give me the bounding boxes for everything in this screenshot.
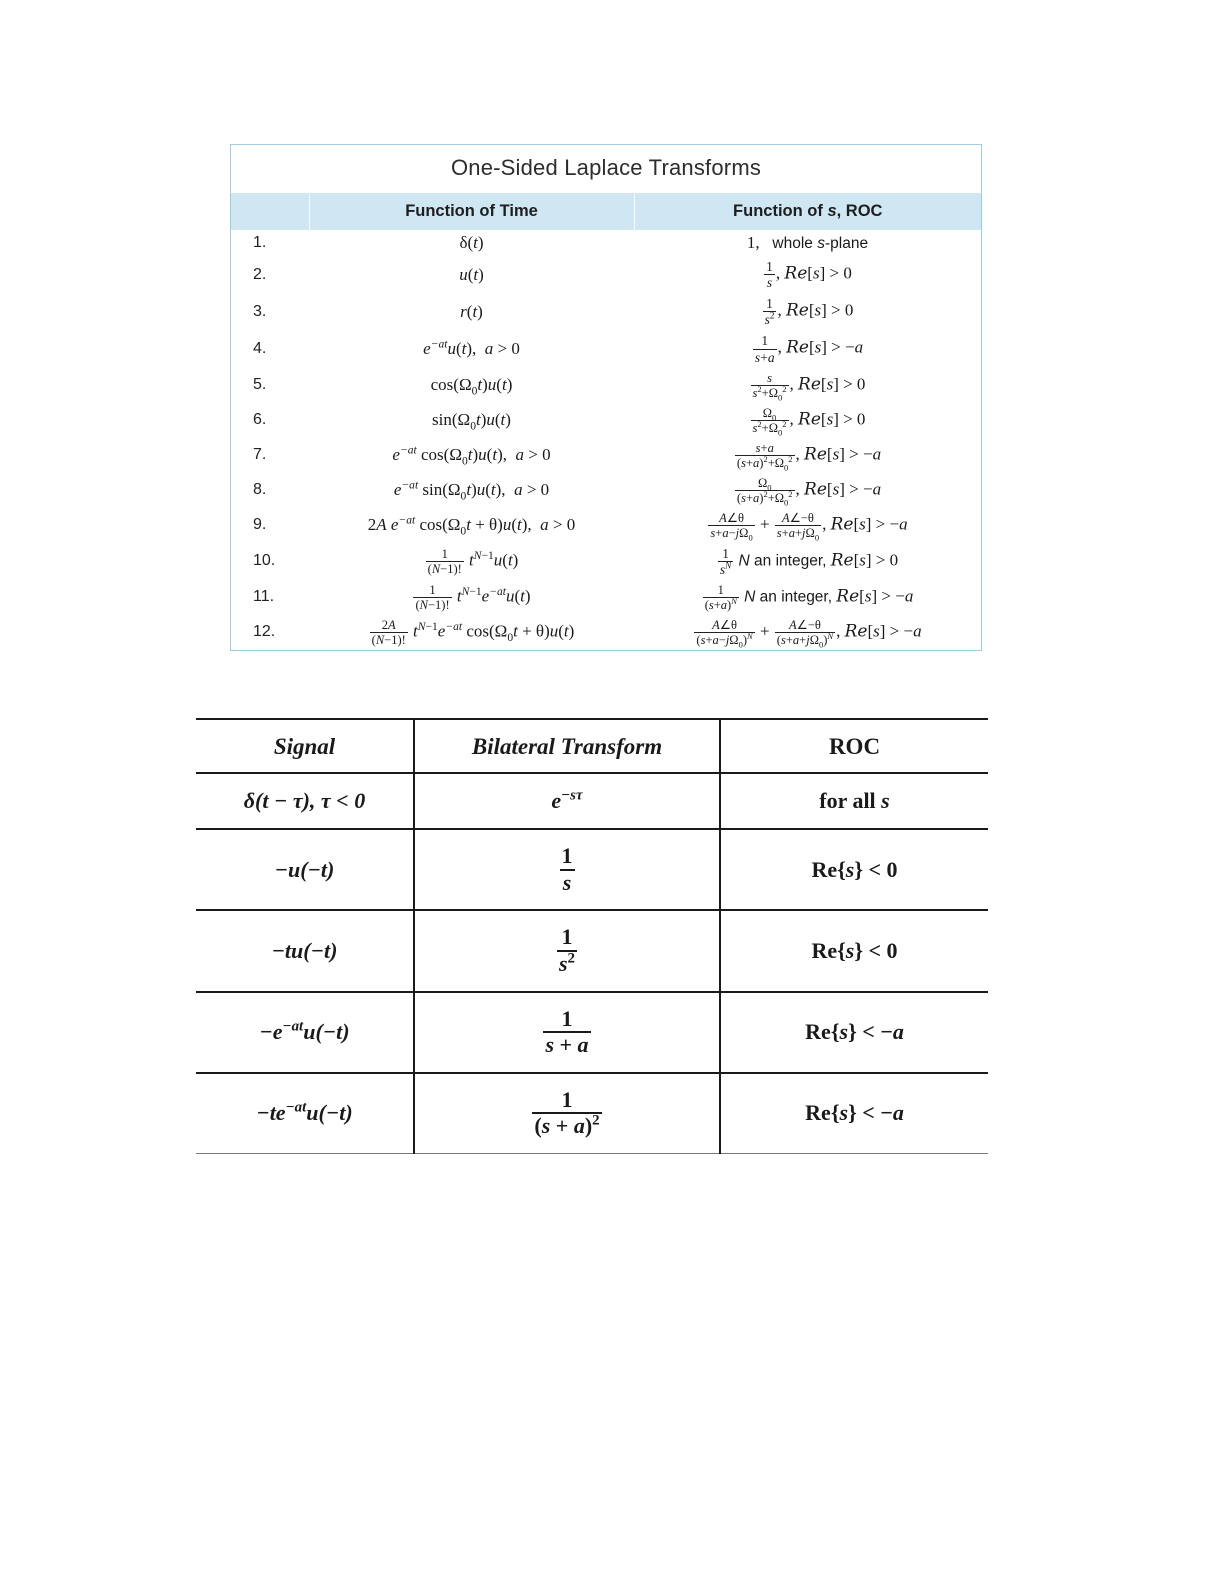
row-number: 3. (253, 302, 267, 320)
row-s-expression: $\frac{1}{s^N}$ N an integer, Re[s] > 0 (719, 545, 899, 577)
row-number: 1. (253, 234, 267, 251)
table-row (231, 473, 981, 508)
table1-header-function-of-s: Function of s, ROC (634, 193, 981, 230)
table-row (196, 829, 988, 910)
table-row (231, 508, 981, 543)
signal-expression: $-e^{-at}u(-t)$ (196, 992, 414, 1073)
table1-grid (231, 193, 981, 650)
row-s-expression: $\frac{\Omega_0}{s^2+\Omega_0^2}$ , Re[s] > 0 (752, 405, 866, 438)
transform-expression: $\frac{1}{s^2}$ (414, 910, 720, 991)
roc-expression: for all s (720, 773, 988, 829)
table2-grid (196, 718, 988, 1154)
roc-expression: Re{s} < 0 (720, 910, 988, 991)
table-row (196, 1073, 988, 1154)
row-s-expression: $\frac{s+a}{(s+a)^2+\Omega_0^2}$ , Re[s] > −a (736, 440, 882, 473)
row-number: 12. (253, 623, 276, 641)
roc-expression: Re{s} < 0 (720, 829, 988, 910)
row-number: 5. (253, 376, 267, 394)
table-row (231, 330, 981, 367)
row-s-expression: $\frac{1}{(s+a)^N}$ N an integer, Re[s] > −a (704, 582, 914, 612)
transform-expression: $\frac{1}{s}$ (414, 829, 720, 910)
row-s-expression: $\frac{1}{s+a}$ , Re[s] > −a (754, 333, 864, 365)
row-number: 9. (253, 516, 267, 534)
row-s-expression: $\frac{A\angle\theta}{(s+a-j\Omega_0)^N}$ + $\frac{A\angle-\theta}{(s+a+j\Omega_0)^N}$ , Re[s] > −a (696, 617, 922, 650)
transform-expression: $\frac{1}{(s + a)^2}$ (414, 1073, 720, 1154)
table-row (231, 368, 981, 403)
table-row (231, 256, 981, 293)
transform-expression: $e^{-s\tau}$ (414, 773, 720, 829)
table-row (231, 230, 981, 256)
row-time-expression: $\frac{1}{(N-1)!}$ $t^{N-1}u(t)$ (427, 546, 519, 576)
row-time-expression: $e^{-at}$ $\sin(\Omega_0t)u(t)$, a > 0 (393, 478, 550, 503)
row-number: 10. (253, 552, 276, 570)
row-s-expression: 1, whole s-plane (746, 233, 869, 252)
row-s-expression: $\frac{1}{s}$ , Re[s] > 0 (766, 259, 852, 291)
row-number: 11. (253, 588, 275, 606)
transform-expression: $\frac{1}{s + a}$ (414, 992, 720, 1073)
table-row (196, 910, 988, 991)
row-time-expression: $\frac{2A}{(N-1)!}$ $t^{N-1}e^{-at}$ $\cos(\Omega_0t + \theta)u(t)$ (371, 617, 575, 647)
table1-head (231, 193, 981, 230)
one-sided-laplace-transform-table (230, 144, 982, 651)
row-time-expression: $\cos(\Omega_0t)u(t)$ (430, 375, 513, 398)
row-s-expression: $\frac{\Omega_0}{(s+a)^2+\Omega_0^2}$ , Re[s] > −a (736, 475, 882, 508)
row-time-expression: $e^{-at}$ $\cos(\Omega_0t)u(t)$, a > 0 (392, 443, 551, 468)
signal-expression: −tu(−t) (196, 910, 414, 991)
row-time-expression: $\frac{1}{(N-1)!}$ $t^{N-1}e^{-at}u(t)$ (415, 582, 531, 612)
bilateral-transform-table (196, 718, 988, 1154)
table-row (196, 992, 988, 1073)
row-s-expression: $\frac{1}{s^2}$ , Re[s] > 0 (764, 296, 854, 328)
table1-header-function-of-time: Function of Time (309, 193, 634, 230)
table2-header-roc: ROC (720, 719, 988, 773)
row-number: 7. (253, 446, 267, 464)
table2-body (196, 773, 988, 1154)
table-row (231, 580, 981, 615)
row-s-expression: $\frac{A\angle\theta}{s+a-j\Omega_0}$ + $\frac{A\angle-\theta}{s+a+j\Omega_0}$ , Re[s] > −a (710, 510, 908, 543)
table1-header-number (231, 193, 309, 230)
table-row (196, 773, 988, 829)
table2-header-bilateral-transform: Bilateral Transform (414, 719, 720, 773)
table2-header-signal: Signal (196, 719, 414, 773)
signal-expression: $-te^{-at}u(-t)$ (196, 1073, 414, 1154)
row-time-expression: u(t) (459, 264, 484, 284)
table1-body (231, 230, 981, 650)
table-row (231, 293, 981, 330)
row-number: 2. (253, 265, 267, 283)
table1-title: One-Sided Laplace Transforms (450, 155, 762, 180)
roc-expression: Re{s} < −a (720, 992, 988, 1073)
roc-expression: Re{s} < −a (720, 1073, 988, 1154)
row-time-expression: r(t) (460, 301, 483, 321)
signal-expression: −u(−t) (196, 829, 414, 910)
table-row (231, 403, 981, 438)
row-number: 4. (253, 340, 267, 358)
row-number: 6. (253, 411, 267, 429)
table-row (231, 615, 981, 650)
table-row (231, 438, 981, 473)
table2-head (196, 719, 988, 773)
row-time-expression: $e^{-at}u(t)$, a > 0 (423, 337, 520, 359)
table1-header-row (231, 193, 981, 230)
row-time-expression: $\sin(\Omega_0t)u(t)$ (432, 410, 511, 433)
row-number: 8. (253, 481, 267, 499)
row-time-expression: 2A $e^{-at}$ $\cos(\Omega_0t + \theta)u(t)$, a > 0 (367, 513, 576, 538)
table-row (231, 543, 981, 580)
table2-header-row (196, 719, 988, 773)
row-time-expression: δ(t) (459, 233, 484, 252)
row-s-expression: $\frac{s}{s^2+\Omega_0^2}$ , Re[s] > 0 (752, 370, 866, 403)
signal-expression: δ(t − τ), τ < 0 (196, 773, 414, 829)
